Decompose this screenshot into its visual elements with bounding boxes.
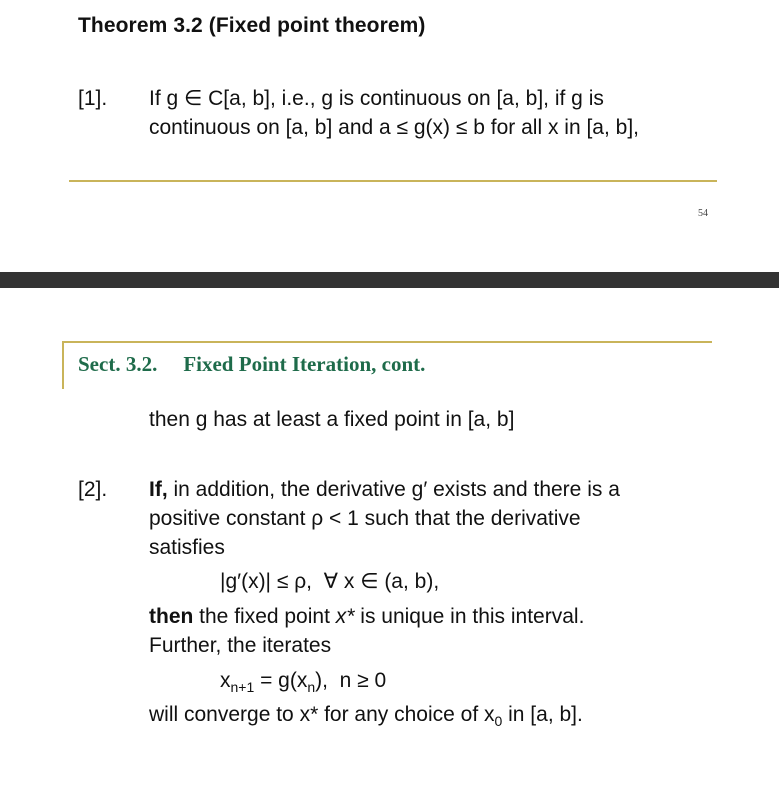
section-header-left-rule bbox=[62, 341, 64, 389]
item-2-line-1-text: in addition, the derivative g′ exists and there is a bbox=[167, 478, 620, 501]
iteration-formula bbox=[220, 666, 386, 695]
section-number: Sect. 3.2. bbox=[78, 352, 158, 376]
iterate-subscript-n: n bbox=[307, 679, 316, 695]
if-keyword: If, bbox=[149, 478, 168, 501]
section-header bbox=[78, 352, 425, 377]
item-1-line-1: If g ∈ C[a, b], i.e., g is continuous on [a, b], if g is bbox=[149, 87, 604, 110]
iterate-mid: = g(x bbox=[254, 669, 308, 692]
convergence-text-pre: will converge to x* for any choice of x bbox=[149, 703, 495, 726]
slide-divider bbox=[0, 272, 779, 288]
section-header-top-rule bbox=[62, 341, 712, 343]
then-keyword: then bbox=[149, 605, 194, 628]
section-title: Fixed Point Iteration, cont. bbox=[183, 352, 426, 376]
convergence-text-post: in [a, b]. bbox=[502, 703, 583, 726]
item-2-line-3: satisfies bbox=[149, 536, 225, 559]
item-2-line-1 bbox=[149, 475, 620, 504]
then-text-pre: the fixed point bbox=[193, 605, 336, 628]
uniqueness-line bbox=[149, 602, 584, 631]
iterate-x: x bbox=[220, 669, 231, 692]
page-number: 54 bbox=[698, 208, 708, 219]
item-2-label: [2]. bbox=[78, 478, 108, 501]
fixed-point-symbol: x* bbox=[335, 605, 355, 628]
then-text-post: is unique in this interval. bbox=[354, 605, 585, 628]
item-1-line-2: continuous on [a, b] and a ≤ g(x) ≤ b for all x in [a, b], bbox=[149, 116, 639, 139]
theorem-title: Theorem 3.2 (Fixed point theorem) bbox=[78, 14, 426, 37]
iterate-subscript: n+1 bbox=[230, 679, 255, 695]
derivative-bound-formula: |g′(x)| ≤ ρ, ∀ x ∈ (a, b), bbox=[220, 570, 440, 593]
continuation-line: then g has at least a fixed point in [a, b] bbox=[149, 408, 515, 431]
further-line: Further, the iterates bbox=[149, 634, 332, 657]
item-2-line-2: positive constant ρ < 1 such that the derivative bbox=[149, 507, 581, 530]
convergence-line bbox=[149, 700, 583, 729]
x0-subscript: 0 bbox=[494, 713, 503, 729]
item-1-label: [1]. bbox=[78, 87, 108, 110]
footer-rule bbox=[69, 180, 717, 182]
iterate-end: ), n ≥ 0 bbox=[315, 669, 387, 692]
